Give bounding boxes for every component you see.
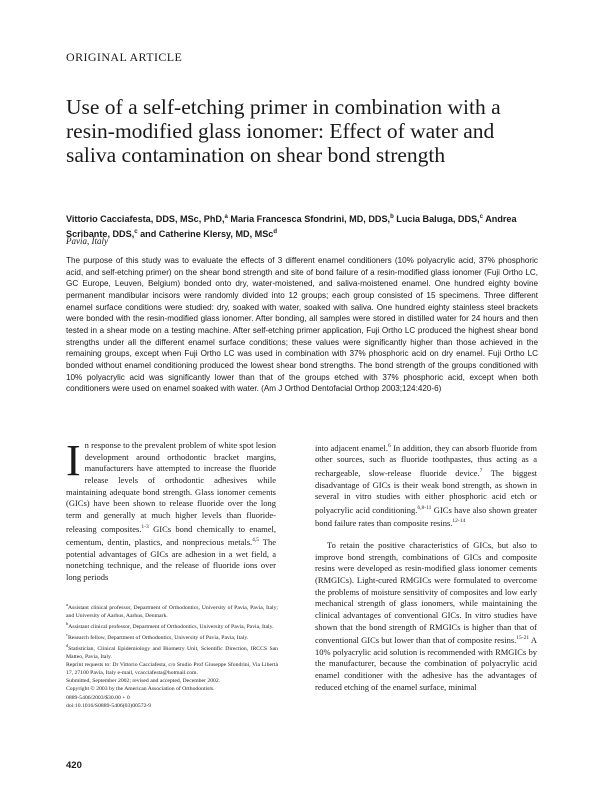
author-affiliation-mark: c (479, 214, 484, 220)
body-text: The biggest disadvantage of GICs is their weak bond strength, as shown in several in vitro studies with either phosphoric acid etch or polyacrylic acid conditioning. (315, 467, 537, 515)
body-text: n response to the prevalent problem of white spot lesion development around orthodontic bracket margins, manufacturers have attempted to increase the fluoride release levels of orthodontic adhesives while maintaining adequate bond strength. Glass ionomer cements (GICs) have been shown to release fluoride over the long term and generally at much higher levels than fluoride-releasing composites. (66, 440, 276, 534)
footnote-text: Submitted, September 2002; revised and accepted, December 2002. (66, 678, 221, 685)
author-affiliation-mark: d (273, 228, 278, 235)
footnote-text: Assistant clinical professor, Department of Orthodontics, University of Pavia, Pavia, Italy. (68, 623, 274, 630)
footnote (66, 642, 278, 661)
author-name: and Catherine Klersy, MD, MSc (140, 228, 274, 239)
section-label: ORIGINAL ARTICLE (66, 50, 183, 64)
citation-ref: 15-21 (516, 635, 530, 642)
author-name: Lucia Baluga, DDS, (396, 214, 480, 225)
citation-ref: 1-3 (141, 523, 149, 530)
body-paragraph (315, 540, 537, 693)
citation-ref: 6,8-11 (417, 504, 432, 511)
footnote (66, 702, 278, 710)
citation-ref: 7 (479, 468, 483, 475)
citation-ref: 12-14 (452, 518, 466, 525)
author-location: Pavia, Italy (66, 236, 108, 246)
footnotes (66, 601, 278, 710)
author-name: Vittorio Cacciafesta, DDS, MSc, PhD, (66, 214, 225, 225)
author-affiliation-mark: c (134, 228, 138, 235)
footnote (66, 631, 278, 642)
footnote-mark: d (66, 643, 69, 649)
abstract: The purpose of this study was to evaluate the effects of 3 different enamel conditioners (10% polyacrylic acid, 37% phosphoric acid, and self-etching primer) on the shear bond strength and site of bond failure of a resin-modified glass ionomer (Fuji Ortho LC, GC Europe, Leuven, Belgium) bonded onto dry, water-moistened, and saliva-moistened enamel. One hundred eighty bovine permanent mandibular incisors were randomly divided into 12 groups; each group consisted of 15 specimens. Three different enamel surface conditions were studied: dry, soaked with water, soaked with saliva. One hundred eighty stainless steel brackets were bonded with the resin-modified glass ionomer. After bonding, all samples were stored in distilled water for 24 hours and then tested in a shear mode on a testing machine. After self-etching primer application, Fuji Ortho LC produced the highest shear bond strengths under all the different enamel surface conditions; these values were significantly higher than those achieved in the remaining groups, except when Fuji Ortho LC was used in combination with 37% phosphoric acid on dry enamel. Fuji Ortho LC bonded without enamel conditioning produced the lowest shear bond strengths. The bond strength of the groups conditioned with 10% polyacrylic acid was significantly lower than that of the groups etched with 37% phosphoric acid, except when both conditioners were used on enamel soaked with water. (Am J Orthod Dentofacial Orthop 2003;124:420-6) (66, 256, 538, 394)
body-text: To retain the positive characteristics of GICs, but also to improve bond strength, combinations of GICs and composite resins were developed as resin-modified glass ionomer cements (RMGICs). Light-cured RMGICs were formulated to overcome the problems of moisture sensitivity of composites and low early mechanical strength of glass ionomers, while maintaining the clinical advantages of conventional GICs. In vitro studies have shown that the bond strength of RMGICs is higher than that of conventional GICs but lower than that of composite resins. (315, 539, 537, 645)
footnote-mark: a (66, 602, 68, 607)
citation-ref: 6 (387, 443, 391, 449)
footnote-text: Reprint requests to: Dr Vittorio Cacciafesta, c/o Studio Prof Giuseppe Sfondrini, Via Libertà 17, 27100 Pavia, Italy e-mail, vcacciafesta@hotmail.com. (66, 662, 278, 677)
footnote-text: 0889-5406/2003/$30.00 + 0 (66, 694, 130, 701)
body-paragraph (315, 441, 537, 530)
author-name: Maria Francesca Sfondrini, MD, DDS, (230, 214, 391, 225)
footnote (66, 620, 278, 631)
footnote-text: Copyright © 2003 by the American Association of Orthodontists. (66, 686, 215, 693)
body-text: GICs bond chemically to enamel, cementum, dentin, plastics, and nonprecious metals. (66, 523, 276, 547)
footnote-text: Assistant clinical professor, Department of Orthodontics, University of Pavia, Pavia, Italy; and University of Aarhus, Aarhus, Denmark. (66, 604, 278, 619)
body-column-right (315, 441, 537, 693)
author-affiliation-mark: b (390, 214, 394, 220)
body-text: into adjacent enamel. (315, 442, 388, 453)
footnote (66, 685, 278, 693)
page-number: 420 (66, 760, 82, 771)
footnote-text: doi:10.1016/S0889-5406(03)00572-9 (66, 702, 152, 709)
drop-cap: I (66, 436, 81, 485)
citation-ref: 4,5 (252, 537, 260, 544)
body-text: In addition, they can absorb fluoride from other sources, such as fluoride toothpastes, thus acting as a rechargeable, slow-release fluoride device. (315, 442, 537, 478)
body-column-left (66, 436, 276, 584)
author-list (66, 211, 536, 240)
author-affiliation-mark: a (224, 214, 228, 220)
footnote-text: Statistician, Clinical Epidemiology and Biometry Unit, Scientific Direction, IRCCS San Matteo, Pavia, Italy. (66, 645, 278, 661)
footnote (66, 601, 278, 620)
footnote-text: Research fellow, Department of Orthodontics, University of Pavia, Pavia, Italy. (68, 634, 249, 641)
body-text: The potential advantages of GICs are adhesion in a wet field, a nonetching technique, and the release of fluoride ions over long periods (66, 536, 276, 582)
footnote (66, 661, 278, 677)
footnote (66, 677, 278, 685)
footnote (66, 694, 278, 702)
body-paragraph (66, 436, 276, 584)
article-title: Use of a self-etching primer in combination with a resin-modified glass ionomer: Effect of water and saliva contamination on shear bond strength (66, 95, 501, 167)
footnote-mark: c (66, 632, 68, 638)
body-text: GICs have also shown greater bond failure rates than composite resins. (315, 504, 537, 529)
author-name: Andrea Scribante, DDS, (66, 214, 517, 239)
body-text: A 10% polyacrylic acid solution is recommended with RMGICs by the manufacturer, because the combination of polyacrylic acid enamel conditioner with the adhesive has the advantages of reduced etching of the enamel surface, minimal (315, 634, 538, 692)
footnote-mark: b (66, 621, 69, 627)
